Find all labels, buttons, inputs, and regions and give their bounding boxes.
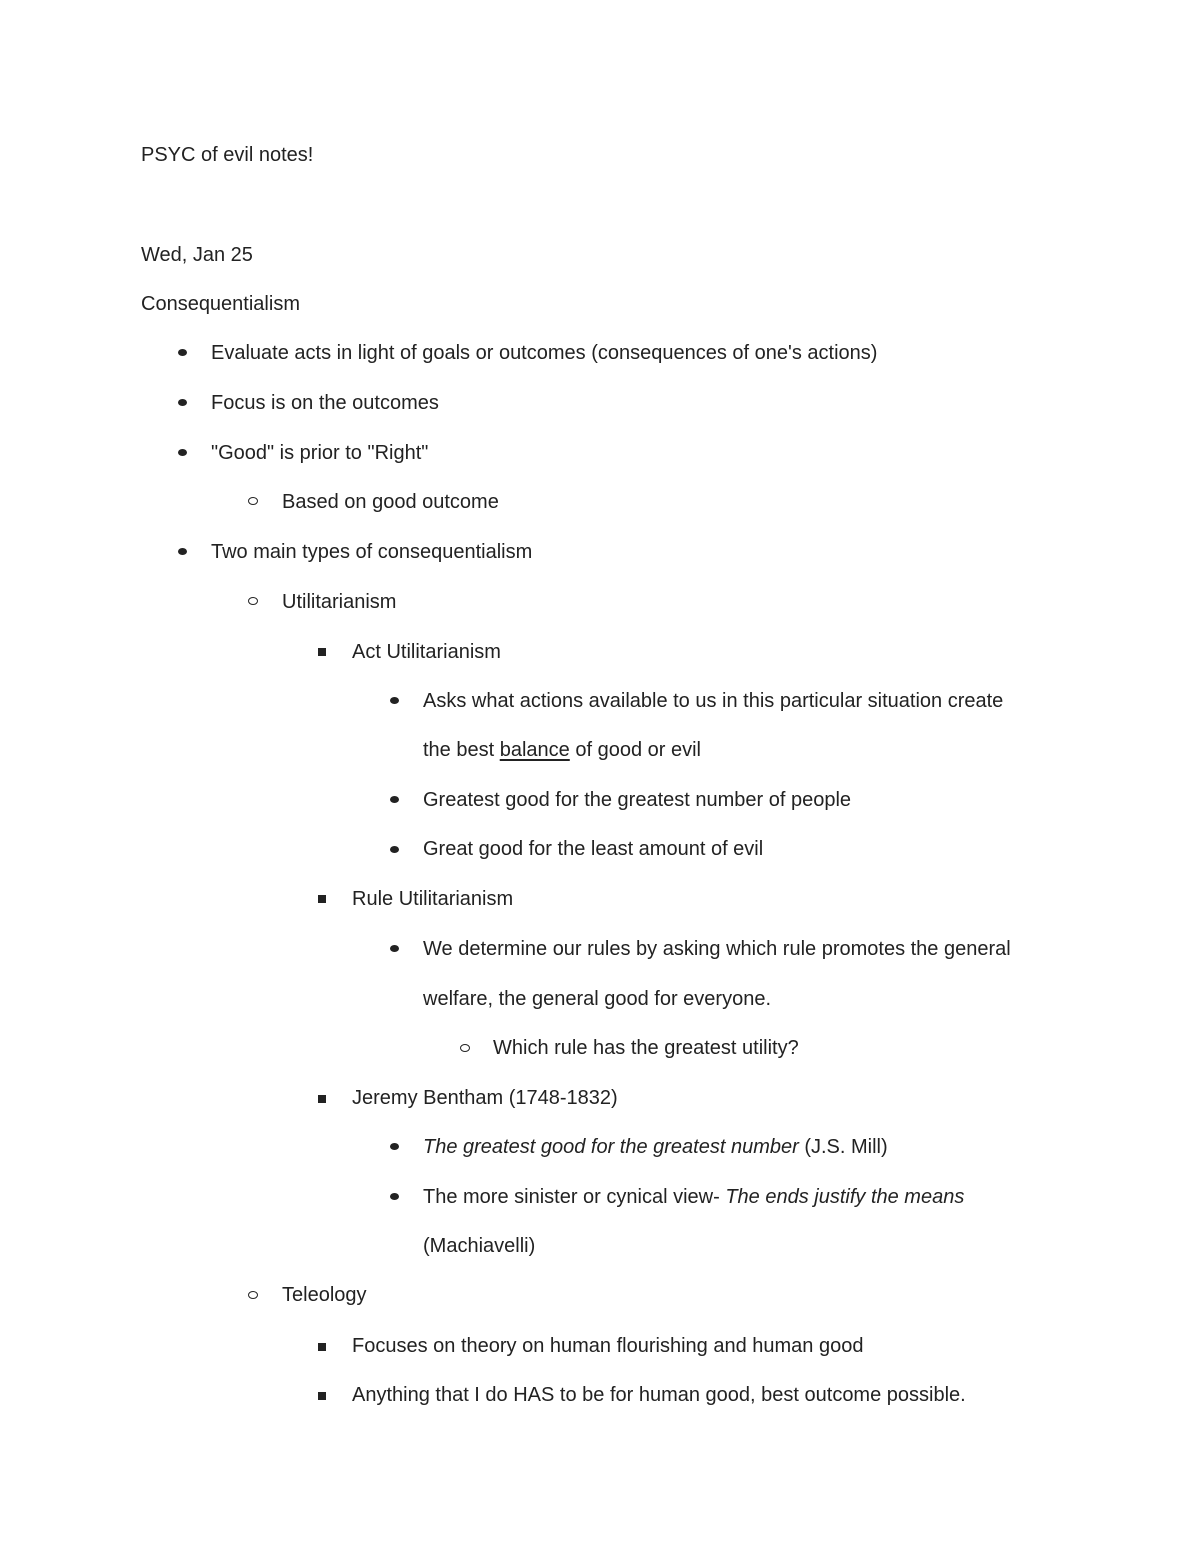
square-bullet-icon — [318, 1095, 326, 1103]
list-item — [423, 1185, 964, 1209]
filled-bullet-icon — [390, 697, 399, 704]
section-heading: Consequentialism — [141, 293, 300, 315]
list-item: Based on good outcome — [282, 491, 499, 513]
list-item: Focus is on the outcomes — [211, 392, 439, 414]
document-title: PSYC of evil notes! — [141, 144, 314, 166]
hollow-bullet-icon — [248, 1291, 258, 1299]
underlined-text: balance — [499, 739, 570, 761]
text-run: of good or evil — [569, 739, 701, 761]
list-item: Act Utilitarianism — [352, 641, 501, 663]
list-item — [423, 1135, 888, 1159]
date-heading: Wed, Jan 25 — [141, 244, 253, 266]
list-item: Jeremy Bentham (1748-1832) — [352, 1087, 618, 1109]
square-bullet-icon — [318, 1392, 326, 1400]
filled-bullet-icon — [390, 796, 399, 803]
list-item: Great good for the least amount of evil — [423, 838, 764, 860]
italic-text: The ends justify the means — [725, 1186, 965, 1208]
list-item: Which rule has the greatest utility? — [493, 1037, 799, 1059]
filled-bullet-icon — [390, 1143, 399, 1150]
filled-bullet-icon — [390, 945, 399, 952]
square-bullet-icon — [318, 648, 326, 656]
list-item-continuation — [423, 738, 701, 762]
list-item: Two main types of consequentialism — [211, 541, 533, 563]
filled-bullet-icon — [178, 548, 187, 555]
list-item: Asks what actions available to us in this particular situation create — [423, 690, 1004, 712]
italic-text: The greatest good for the greatest number — [423, 1136, 799, 1158]
list-item: Greatest good for the greatest number of people — [423, 789, 852, 811]
filled-bullet-icon — [390, 846, 399, 853]
square-bullet-icon — [318, 1343, 326, 1351]
list-item-continuation: welfare, the general good for everyone. — [423, 988, 771, 1010]
hollow-bullet-icon — [460, 1044, 470, 1052]
list-item: Evaluate acts in light of goals or outcomes (consequences of one's actions) — [211, 342, 878, 364]
filled-bullet-icon — [178, 449, 187, 456]
list-item-continuation: (Machiavelli) — [423, 1235, 536, 1257]
text-run: the best — [423, 739, 500, 761]
list-item: "Good" is prior to "Right" — [211, 442, 429, 464]
hollow-bullet-icon — [248, 497, 258, 505]
text-run: The more sinister or cynical view- — [423, 1186, 726, 1208]
list-item: Focuses on theory on human flourishing and human good — [352, 1335, 864, 1357]
list-item: We determine our rules by asking which rule promotes the general — [423, 938, 1011, 960]
filled-bullet-icon — [178, 399, 187, 406]
list-item: Anything that I do HAS to be for human good, best outcome possible. — [352, 1384, 966, 1406]
hollow-bullet-icon — [248, 597, 258, 605]
square-bullet-icon — [318, 895, 326, 903]
filled-bullet-icon — [390, 1193, 399, 1200]
filled-bullet-icon — [178, 349, 187, 356]
list-item: Teleology — [282, 1284, 367, 1306]
list-item: Rule Utilitarianism — [352, 888, 514, 910]
list-item: Utilitarianism — [282, 591, 397, 613]
text-run: (J.S. Mill) — [798, 1136, 888, 1158]
